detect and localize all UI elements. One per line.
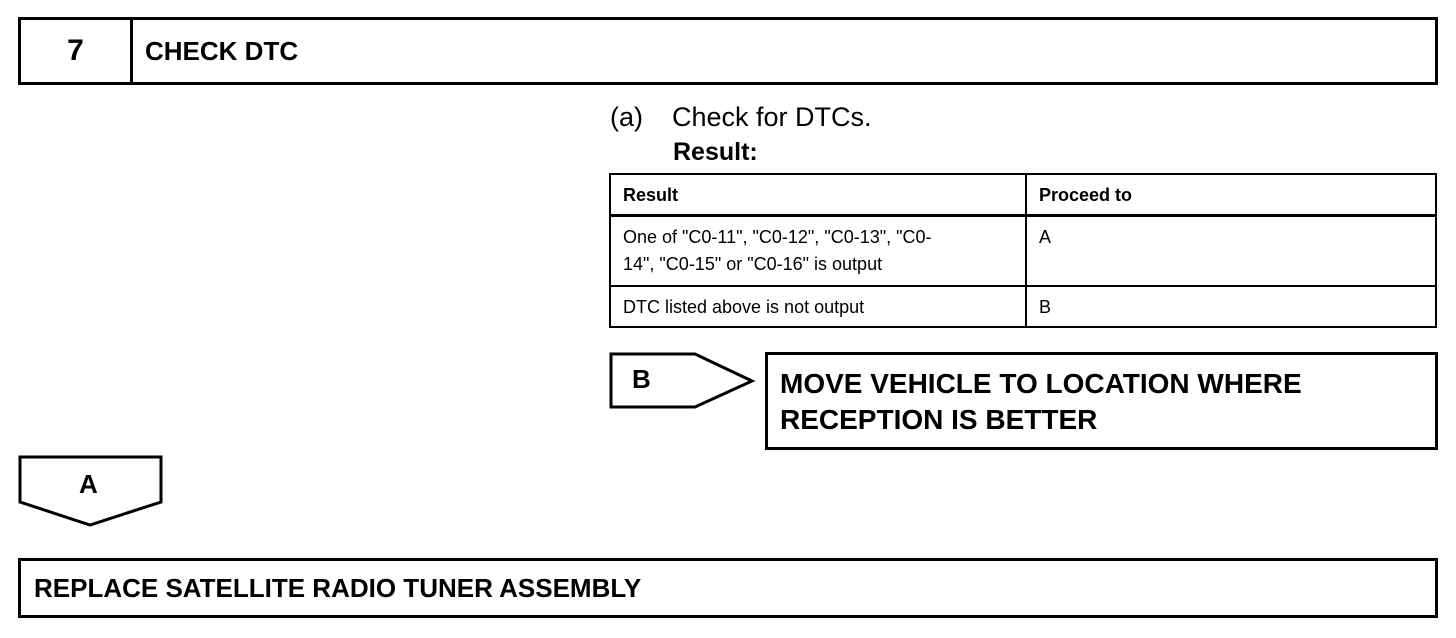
step-header xyxy=(18,17,1438,85)
branch-a-label: A xyxy=(79,469,98,499)
result-text-line: One of "C0-11", "C0-12", "C0-13", "C0- xyxy=(623,227,932,247)
instruction-text: Check for DTCs. xyxy=(672,102,872,132)
table-cell-proceed: B xyxy=(1026,286,1436,327)
step-title: CHECK DTC xyxy=(145,35,299,66)
table-header-row xyxy=(610,174,1436,216)
branch-b-action-box xyxy=(765,352,1438,450)
branch-b-label: B xyxy=(632,364,651,394)
instruction xyxy=(610,100,872,134)
header-proceed-to: Proceed to xyxy=(1026,174,1436,216)
result-label: Result: xyxy=(673,138,758,166)
instruction-marker: (a) xyxy=(610,102,643,132)
table-row xyxy=(610,286,1436,327)
table-cell-result: DTC listed above is not output xyxy=(610,286,1026,327)
table-cell-result xyxy=(610,216,1026,286)
step-number: 7 xyxy=(21,20,133,82)
table-row xyxy=(610,216,1436,286)
result-text-line: 14", "C0-15" or "C0-16" is output xyxy=(623,254,883,274)
header-result: Result xyxy=(610,174,1026,216)
table-cell-proceed: A xyxy=(1026,216,1436,286)
replace-action-box: REPLACE SATELLITE RADIO TUNER ASSEMBLY xyxy=(18,558,1438,618)
result-table xyxy=(609,173,1437,328)
branch-b-action-line: RECEPTION IS BETTER xyxy=(780,404,1098,435)
branch-b-action-line: MOVE VEHICLE TO LOCATION WHERE xyxy=(780,368,1302,399)
